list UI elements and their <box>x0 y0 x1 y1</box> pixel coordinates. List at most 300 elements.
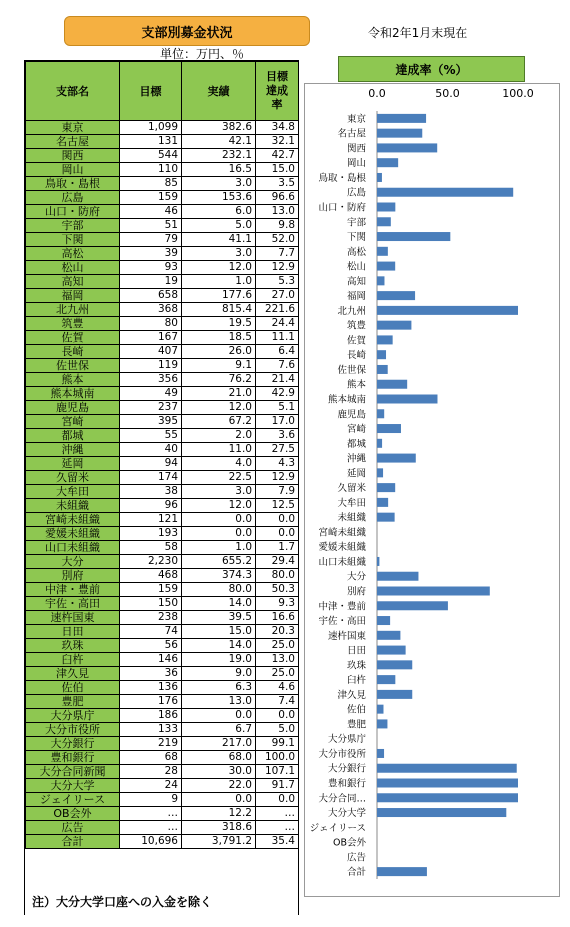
rate-value: 1.7 <box>256 541 299 555</box>
target-value: 219 <box>120 737 182 751</box>
actual-value: 6.7 <box>182 723 256 737</box>
rate-value: 17.0 <box>256 415 299 429</box>
bar <box>377 675 395 684</box>
bar <box>377 764 517 773</box>
branch-name: 大牟田 <box>26 485 120 499</box>
target-value: 407 <box>120 345 182 359</box>
target-value: 131 <box>120 135 182 149</box>
target-value: … <box>120 821 182 835</box>
actual-value: 12.0 <box>182 401 256 415</box>
rate-value: 29.4 <box>256 555 299 569</box>
rate-value: 27.5 <box>256 443 299 457</box>
actual-value: 318.6 <box>182 821 256 835</box>
target-value: … <box>120 807 182 821</box>
bar <box>377 217 391 226</box>
target-value: 176 <box>120 695 182 709</box>
category-label: 高知 <box>346 276 366 288</box>
actual-value: 3,791.2 <box>182 835 256 849</box>
rate-value: 0.0 <box>256 527 299 541</box>
target-value: 159 <box>120 583 182 597</box>
branch-name: 岡山 <box>26 163 120 177</box>
rate-value: 3.6 <box>256 429 299 443</box>
actual-value: 177.6 <box>182 289 256 303</box>
category-label: 愛媛未組織 <box>318 542 366 554</box>
actual-value: 815.4 <box>182 303 256 317</box>
target-value: 93 <box>120 261 182 275</box>
column-header-rate: 目標 達成 率 <box>256 62 299 121</box>
target-value: 19 <box>120 275 182 289</box>
bar <box>377 321 411 330</box>
rate-value: 42.7 <box>256 149 299 163</box>
actual-value: 22.0 <box>182 779 256 793</box>
target-value: 1,099 <box>120 121 182 135</box>
category-label: 鹿児島 <box>337 409 366 421</box>
branch-name: 玖珠 <box>26 639 120 653</box>
rate-value: 5.0 <box>256 723 299 737</box>
branch-name: 東京 <box>26 121 120 135</box>
rate-value: 42.9 <box>256 387 299 401</box>
actual-value: 9.1 <box>182 359 256 373</box>
bar <box>377 262 395 271</box>
bar <box>377 409 384 418</box>
rate-value: 27.0 <box>256 289 299 303</box>
branch-name: 名古屋 <box>26 135 120 149</box>
bar <box>377 350 386 359</box>
target-value: 38 <box>120 485 182 499</box>
branch-name: 豊和銀行 <box>26 751 120 765</box>
bar <box>377 779 518 788</box>
target-value: 468 <box>120 569 182 583</box>
bar <box>377 601 448 610</box>
bar <box>377 247 388 256</box>
rate-value: 50.3 <box>256 583 299 597</box>
bar <box>377 616 390 625</box>
branch-name: 愛媛未組織 <box>26 527 120 541</box>
rate-value: 9.8 <box>256 219 299 233</box>
target-value: 658 <box>120 289 182 303</box>
rate-value: 5.1 <box>256 401 299 415</box>
target-value: 94 <box>120 457 182 471</box>
target-value: 174 <box>120 471 182 485</box>
branch-name: 広島 <box>26 191 120 205</box>
category-label: 久留米 <box>337 483 366 495</box>
bar <box>377 454 416 463</box>
category-label: 佐世保 <box>337 364 366 376</box>
actual-value: 76.2 <box>182 373 256 387</box>
target-value: 2,230 <box>120 555 182 569</box>
bar <box>377 513 395 522</box>
actual-value: 12.0 <box>182 261 256 275</box>
bar <box>377 587 490 596</box>
branch-name: 長崎 <box>26 345 120 359</box>
category-label: 延岡 <box>346 468 366 480</box>
category-label: 鳥取・島根 <box>318 172 366 184</box>
branch-name: 関西 <box>26 149 120 163</box>
branch-name: 熊本城南 <box>26 387 120 401</box>
footnote: 注）大分大学口座への入金を除く <box>32 895 213 909</box>
bar <box>377 867 427 876</box>
bar <box>377 439 382 448</box>
category-label: 大分市役所 <box>318 748 366 760</box>
rate-value: 0.0 <box>256 793 299 807</box>
category-label: 玖珠 <box>346 660 366 672</box>
category-label: 中津・豊前 <box>318 601 366 613</box>
target-value: 186 <box>120 709 182 723</box>
rate-value: 13.0 <box>256 205 299 219</box>
bar <box>377 793 518 802</box>
rate-value: 11.1 <box>256 331 299 345</box>
category-label: 大分 <box>346 571 366 583</box>
target-value: 68 <box>120 751 182 765</box>
branch-name: 沖縄 <box>26 443 120 457</box>
bar <box>377 114 426 123</box>
category-label: 津久見 <box>337 689 366 701</box>
target-value: 49 <box>120 387 182 401</box>
category-label: 未組織 <box>337 512 366 524</box>
bar <box>377 498 388 507</box>
category-label: 豊肥 <box>346 719 366 731</box>
actual-value: 6.0 <box>182 205 256 219</box>
branch-name: 大分 <box>26 555 120 569</box>
column-header-target: 目標 <box>120 62 182 121</box>
target-value: 119 <box>120 359 182 373</box>
branch-name: 宇佐・高田 <box>26 597 120 611</box>
category-label: 名古屋 <box>337 128 366 140</box>
actual-value: 153.6 <box>182 191 256 205</box>
rate-value: 4.6 <box>256 681 299 695</box>
category-label: 宇部 <box>346 217 366 229</box>
category-label: 長崎 <box>346 350 366 362</box>
target-value: 74 <box>120 625 182 639</box>
target-value: 28 <box>120 765 182 779</box>
actual-value: 80.0 <box>182 583 256 597</box>
branch-name: 速杵国東 <box>26 611 120 625</box>
rate-value: 20.3 <box>256 625 299 639</box>
branch-name: 鳥取・島根 <box>26 177 120 191</box>
branch-name: 熊本 <box>26 373 120 387</box>
branch-name: 合計 <box>26 835 120 849</box>
bar <box>377 158 398 167</box>
target-value: 39 <box>120 247 182 261</box>
branch-name: 佐伯 <box>26 681 120 695</box>
rate-value: … <box>256 821 299 835</box>
target-value: 40 <box>120 443 182 457</box>
target-value: 36 <box>120 667 182 681</box>
target-value: 544 <box>120 149 182 163</box>
category-label: 下関 <box>346 232 366 244</box>
actual-value: 11.0 <box>182 443 256 457</box>
branch-name: 日田 <box>26 625 120 639</box>
target-value: 80 <box>120 317 182 331</box>
category-label: 都城 <box>346 438 366 450</box>
rate-value: 0.0 <box>256 513 299 527</box>
category-label: 関西 <box>346 143 366 155</box>
x-tick-label: 0.0 <box>368 87 386 100</box>
actual-value: 232.1 <box>182 149 256 163</box>
category-label: ジェイリース <box>309 822 366 834</box>
bar <box>377 143 437 152</box>
category-label: 松山 <box>346 261 366 273</box>
target-value: 167 <box>120 331 182 345</box>
actual-value: 0.0 <box>182 709 256 723</box>
branch-name: 別府 <box>26 569 120 583</box>
branch-name: 広告 <box>26 821 120 835</box>
target-value: 85 <box>120 177 182 191</box>
rate-value: 24.4 <box>256 317 299 331</box>
branch-name: 都城 <box>26 429 120 443</box>
category-label: OB会外 <box>333 837 366 849</box>
rate-value: 21.4 <box>256 373 299 387</box>
branch-name: 北九州 <box>26 303 120 317</box>
actual-value: 21.0 <box>182 387 256 401</box>
actual-value: 14.0 <box>182 597 256 611</box>
actual-value: 30.0 <box>182 765 256 779</box>
actual-value: 655.2 <box>182 555 256 569</box>
column-header-branch: 支部名 <box>26 62 120 121</box>
target-value: 121 <box>120 513 182 527</box>
rate-value: 100.0 <box>256 751 299 765</box>
branch-name: 下関 <box>26 233 120 247</box>
bar <box>377 690 412 699</box>
actual-value: 0.0 <box>182 513 256 527</box>
bar <box>377 557 379 566</box>
column-header-actual: 実績 <box>182 62 256 121</box>
category-label: 日田 <box>346 645 366 657</box>
branch-name: 豊肥 <box>26 695 120 709</box>
bar <box>377 483 395 492</box>
branch-name: 大分銀行 <box>26 737 120 751</box>
actual-value: 1.0 <box>182 541 256 555</box>
category-label: 速杵国東 <box>327 630 366 642</box>
target-value: 356 <box>120 373 182 387</box>
actual-value: 12.0 <box>182 499 256 513</box>
category-label: 佐賀 <box>346 335 366 347</box>
target-value: 368 <box>120 303 182 317</box>
rate-value: 3.5 <box>256 177 299 191</box>
actual-value: 3.0 <box>182 247 256 261</box>
rate-value: 25.0 <box>256 667 299 681</box>
rate-value: 16.6 <box>256 611 299 625</box>
bar <box>377 646 406 655</box>
category-label: 大牟田 <box>337 497 366 509</box>
actual-value: 3.0 <box>182 485 256 499</box>
actual-value: 13.0 <box>182 695 256 709</box>
rate-value: 12.5 <box>256 499 299 513</box>
branch-name: 高知 <box>26 275 120 289</box>
actual-value: 41.1 <box>182 233 256 247</box>
actual-value: 5.0 <box>182 219 256 233</box>
category-label: 北九州 <box>337 305 366 317</box>
target-value: 9 <box>120 793 182 807</box>
actual-value: 19.0 <box>182 653 256 667</box>
rate-value: … <box>256 807 299 821</box>
branch-name: 鹿児島 <box>26 401 120 415</box>
bar <box>377 188 513 197</box>
target-value: 193 <box>120 527 182 541</box>
target-value: 51 <box>120 219 182 233</box>
target-value: 10,696 <box>120 835 182 849</box>
category-label: 佐伯 <box>346 704 366 716</box>
bar <box>377 291 415 300</box>
bar <box>377 129 422 138</box>
actual-value: 1.0 <box>182 275 256 289</box>
branch-name: 中津・豊前 <box>26 583 120 597</box>
branch-name: OB会外 <box>26 807 120 821</box>
rate-value: 12.9 <box>256 261 299 275</box>
target-value: 24 <box>120 779 182 793</box>
branch-name: 宮崎 <box>26 415 120 429</box>
category-label: 東京 <box>346 113 366 125</box>
target-value: 150 <box>120 597 182 611</box>
category-label: 福岡 <box>346 291 366 303</box>
category-label: 熊本 <box>346 379 366 391</box>
bar <box>377 203 395 212</box>
branch-name: 久留米 <box>26 471 120 485</box>
rate-value: 6.4 <box>256 345 299 359</box>
category-label: 合計 <box>346 867 366 879</box>
branch-name: ジェイリース <box>26 793 120 807</box>
x-tick-label: 100.0 <box>502 87 534 100</box>
actual-value: 4.0 <box>182 457 256 471</box>
actual-value: 3.0 <box>182 177 256 191</box>
category-label: 大分合同… <box>318 793 366 805</box>
target-value: 395 <box>120 415 182 429</box>
bar <box>377 749 384 758</box>
rate-value: 7.7 <box>256 247 299 261</box>
rate-value: 80.0 <box>256 569 299 583</box>
target-value: 238 <box>120 611 182 625</box>
branch-name: 福岡 <box>26 289 120 303</box>
branch-name: 大分県庁 <box>26 709 120 723</box>
bar <box>377 335 393 344</box>
target-value: 79 <box>120 233 182 247</box>
actual-value: 15.0 <box>182 625 256 639</box>
bar <box>377 808 506 817</box>
bar <box>377 468 383 477</box>
bar <box>377 631 400 640</box>
category-label: 大分県庁 <box>327 734 366 746</box>
category-label: 筑豊 <box>346 320 366 332</box>
target-value: 133 <box>120 723 182 737</box>
category-label: 宮崎未組織 <box>318 527 366 539</box>
rate-value: 15.0 <box>256 163 299 177</box>
rate-value: 35.4 <box>256 835 299 849</box>
branch-name: 高松 <box>26 247 120 261</box>
bar <box>377 660 412 669</box>
bar <box>377 705 383 714</box>
actual-value: 19.5 <box>182 317 256 331</box>
actual-value: 2.0 <box>182 429 256 443</box>
page-title: 支部別募金状況 <box>64 16 310 46</box>
branch-name: 臼杵 <box>26 653 120 667</box>
bar <box>377 380 407 389</box>
category-label: 大分銀行 <box>327 763 366 775</box>
branch-name: 筑豊 <box>26 317 120 331</box>
branch-name: 大分大学 <box>26 779 120 793</box>
target-value: 96 <box>120 499 182 513</box>
bar <box>377 173 382 182</box>
actual-value: 217.0 <box>182 737 256 751</box>
bar <box>377 232 450 241</box>
rate-value: 25.0 <box>256 639 299 653</box>
rate-value: 7.6 <box>256 359 299 373</box>
branch-name: 佐世保 <box>26 359 120 373</box>
category-label: 熊本城南 <box>327 394 366 406</box>
category-label: 別府 <box>346 586 366 598</box>
actual-value: 9.0 <box>182 667 256 681</box>
category-label: 山口未組織 <box>318 556 366 568</box>
category-label: 高松 <box>346 246 366 258</box>
branch-name: 未組織 <box>26 499 120 513</box>
rate-value: 32.1 <box>256 135 299 149</box>
actual-value: 6.3 <box>182 681 256 695</box>
branch-name: 山口未組織 <box>26 541 120 555</box>
actual-value: 14.0 <box>182 639 256 653</box>
rate-value: 13.0 <box>256 653 299 667</box>
branch-name: 山口・防府 <box>26 205 120 219</box>
rate-value: 7.4 <box>256 695 299 709</box>
rate-value: 91.7 <box>256 779 299 793</box>
category-label: 沖縄 <box>346 453 366 465</box>
actual-value: 26.0 <box>182 345 256 359</box>
actual-value: 22.5 <box>182 471 256 485</box>
target-value: 56 <box>120 639 182 653</box>
actual-value: 39.5 <box>182 611 256 625</box>
actual-value: 382.6 <box>182 121 256 135</box>
actual-value: 12.2 <box>182 807 256 821</box>
branch-name: 延岡 <box>26 457 120 471</box>
target-value: 146 <box>120 653 182 667</box>
rate-value: 5.3 <box>256 275 299 289</box>
actual-value: 18.5 <box>182 331 256 345</box>
category-label: 広島 <box>346 187 366 199</box>
actual-value: 16.5 <box>182 163 256 177</box>
actual-value: 0.0 <box>182 793 256 807</box>
target-value: 159 <box>120 191 182 205</box>
rate-value: 4.3 <box>256 457 299 471</box>
target-value: 237 <box>120 401 182 415</box>
branch-name: 宇部 <box>26 219 120 233</box>
as-of-date: 令和2年1月末現在 <box>368 26 468 40</box>
category-label: 広告 <box>346 852 366 864</box>
category-label: 山口・防府 <box>318 202 366 214</box>
bar <box>377 306 518 315</box>
rate-value: 107.1 <box>256 765 299 779</box>
rate-value: 12.9 <box>256 471 299 485</box>
target-value: 46 <box>120 205 182 219</box>
category-label: 大分大学 <box>327 808 366 820</box>
target-value: 136 <box>120 681 182 695</box>
branch-name: 津久見 <box>26 667 120 681</box>
branch-name: 佐賀 <box>26 331 120 345</box>
rate-value: 7.9 <box>256 485 299 499</box>
target-value: 110 <box>120 163 182 177</box>
target-value: 58 <box>120 541 182 555</box>
branch-name: 大分市役所 <box>26 723 120 737</box>
category-label: 豊和銀行 <box>327 778 366 790</box>
actual-value: 68.0 <box>182 751 256 765</box>
rate-value: 96.6 <box>256 191 299 205</box>
branch-name: 大分合同新聞 <box>26 765 120 779</box>
bar <box>377 365 388 374</box>
rate-value: 0.0 <box>256 709 299 723</box>
bar <box>377 572 418 581</box>
rate-value: 34.8 <box>256 121 299 135</box>
rate-value: 52.0 <box>256 233 299 247</box>
chart-title: 達成率（%） <box>338 56 525 82</box>
rate-value: 99.1 <box>256 737 299 751</box>
category-label: 岡山 <box>346 158 366 170</box>
